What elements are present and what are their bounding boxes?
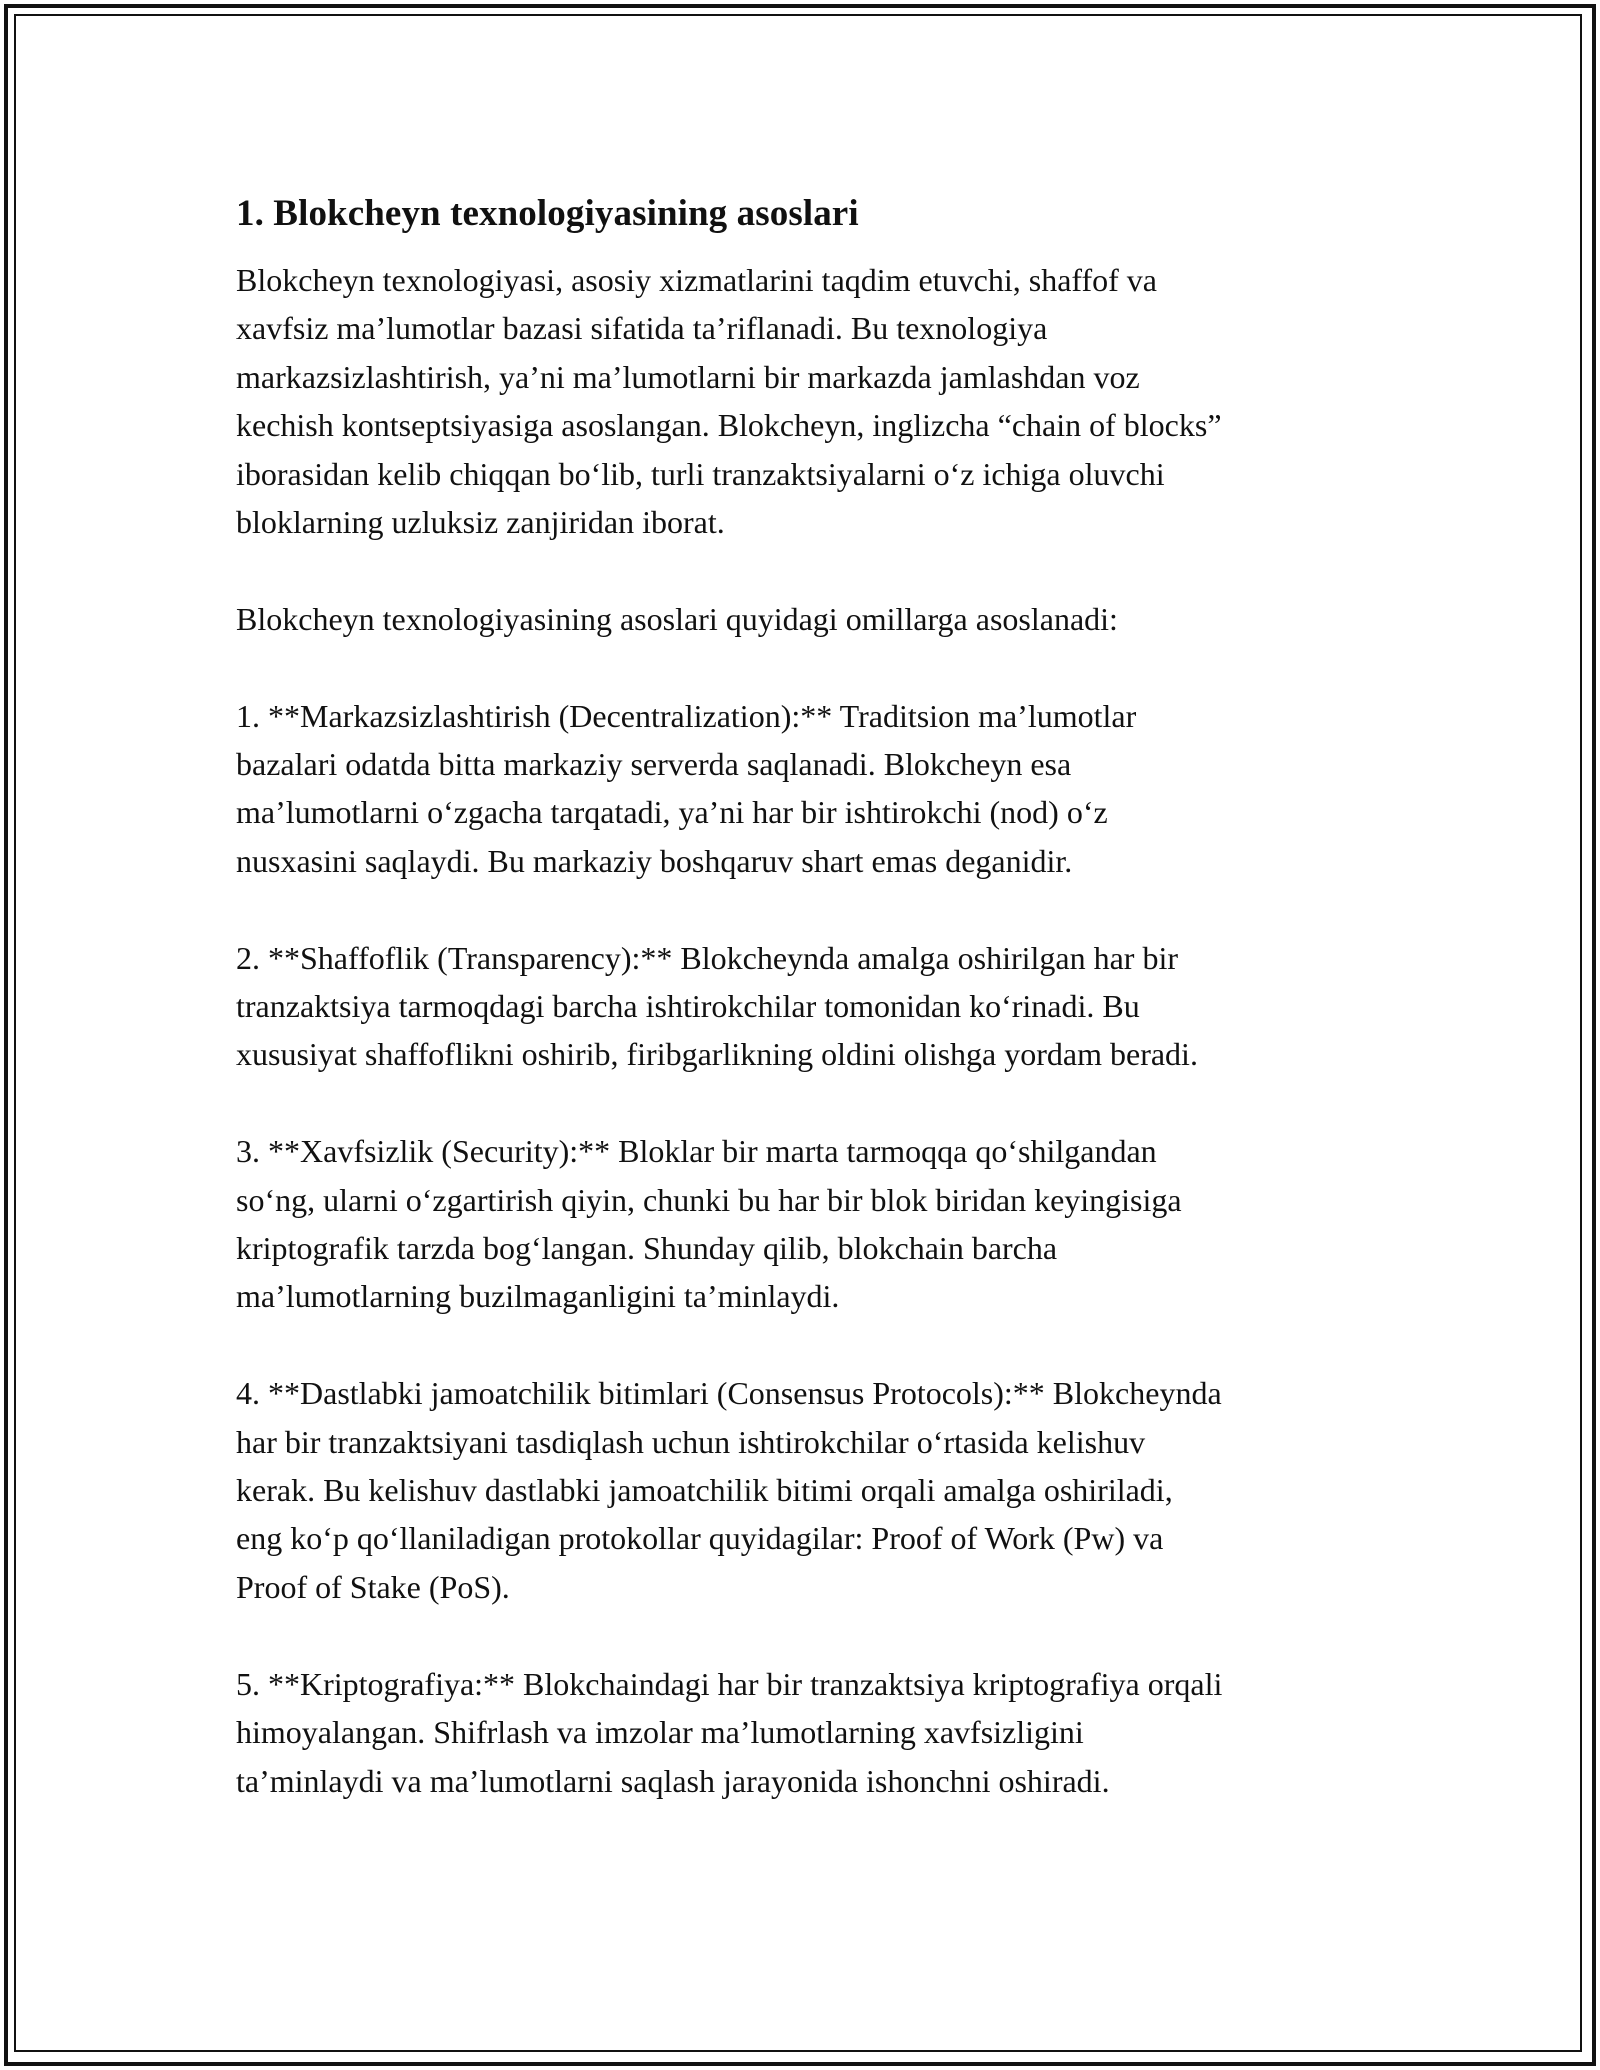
document-body — [236, 186, 1366, 1805]
list-intro-paragraph: Blokcheyn texnologiyasining asoslari quyidagi omillarga asoslanadi: — [236, 600, 1118, 637]
list-item-security: 3. **Xavfsizlik (Security):** Bloklar bir marta tarmoqqa qo‘shilgandan so‘ng, ularni o‘zgartirish qiyin, chunki bu har bir blok biridan keyingisiga kriptografik tarzda bog‘langan. Shunday qilib, blokchain barcha ma’lumotlarning buzilmaganligini ta’minlaydi. — [236, 1133, 1182, 1315]
intro-paragraph: Blokcheyn texnologiyasi, asosiy xizmatlarini taqdim etuvchi, shaffof va xavfsiz ma’lumotlar bazasi sifatida ta’riflanadi. Bu texnologiya markazsizlashtirish, ya’ni ma’lumotlarni bir markazda jamlashdan voz kechish kontseptsiyasiga asoslangan. Blokcheyn, inglizcha “chain of blocks” iborasidan kelib chiqqan bo‘lib, turli tranzaktsiyalarni o‘z ichiga oluvchi bloklarning uzluksiz zanjiridan iborat. — [236, 262, 1222, 541]
list-item-cryptography: 5. **Kriptografiya:** Blokchaindagi har bir tranzaktsiya kriptografiya orqali himoyalangan. Shifrlash va imzolar ma’lumotlarning xavfsizligini ta’minlaydi va ma’lumotlarni saqlash jarayonida ishonchni oshiradi. — [236, 1665, 1223, 1799]
section-heading: 1. Blokcheyn texnologiyasining asoslari — [236, 193, 859, 234]
list-item-consensus: 4. **Dastlabki jamoatchilik bitimlari (Consensus Protocols):** Blokcheynda har bir tranzaktsiyani tasdiqlash uchun ishtirokchilar o‘rtasida kelishuv kerak. Bu kelishuv dastlabki jamoatchilik bitimi orqali amalga oshiriladi, eng ko‘p qo‘llaniladigan protokollar quyidagilar: Proof of Work (Pw) va Proof of Stake (PoS). — [236, 1375, 1222, 1605]
list-item-transparency: 2. **Shaffoflik (Transparency):** Blokcheynda amalga oshirilgan har bir tranzaktsiya tarmoqdagi barcha ishtirokchilar tomonidan ko‘rinadi. Bu xususiyat shaffoflikni oshirib, firibgarlikning oldini olishga yordam beradi. — [236, 939, 1198, 1073]
list-item-decentralization: 1. **Markazsizlashtirish (Decentralization):** Traditsion ma’lumotlar bazalari odatda bitta markaziy serverda saqlanadi. Blokcheyn esa ma’lumotlarni o‘zgacha tarqatadi, ya’ni har bir ishtirokchi (nod) o‘z nusxasini saqlaydi. Bu markaziy boshqaruv shart emas deganidir. — [236, 697, 1137, 879]
